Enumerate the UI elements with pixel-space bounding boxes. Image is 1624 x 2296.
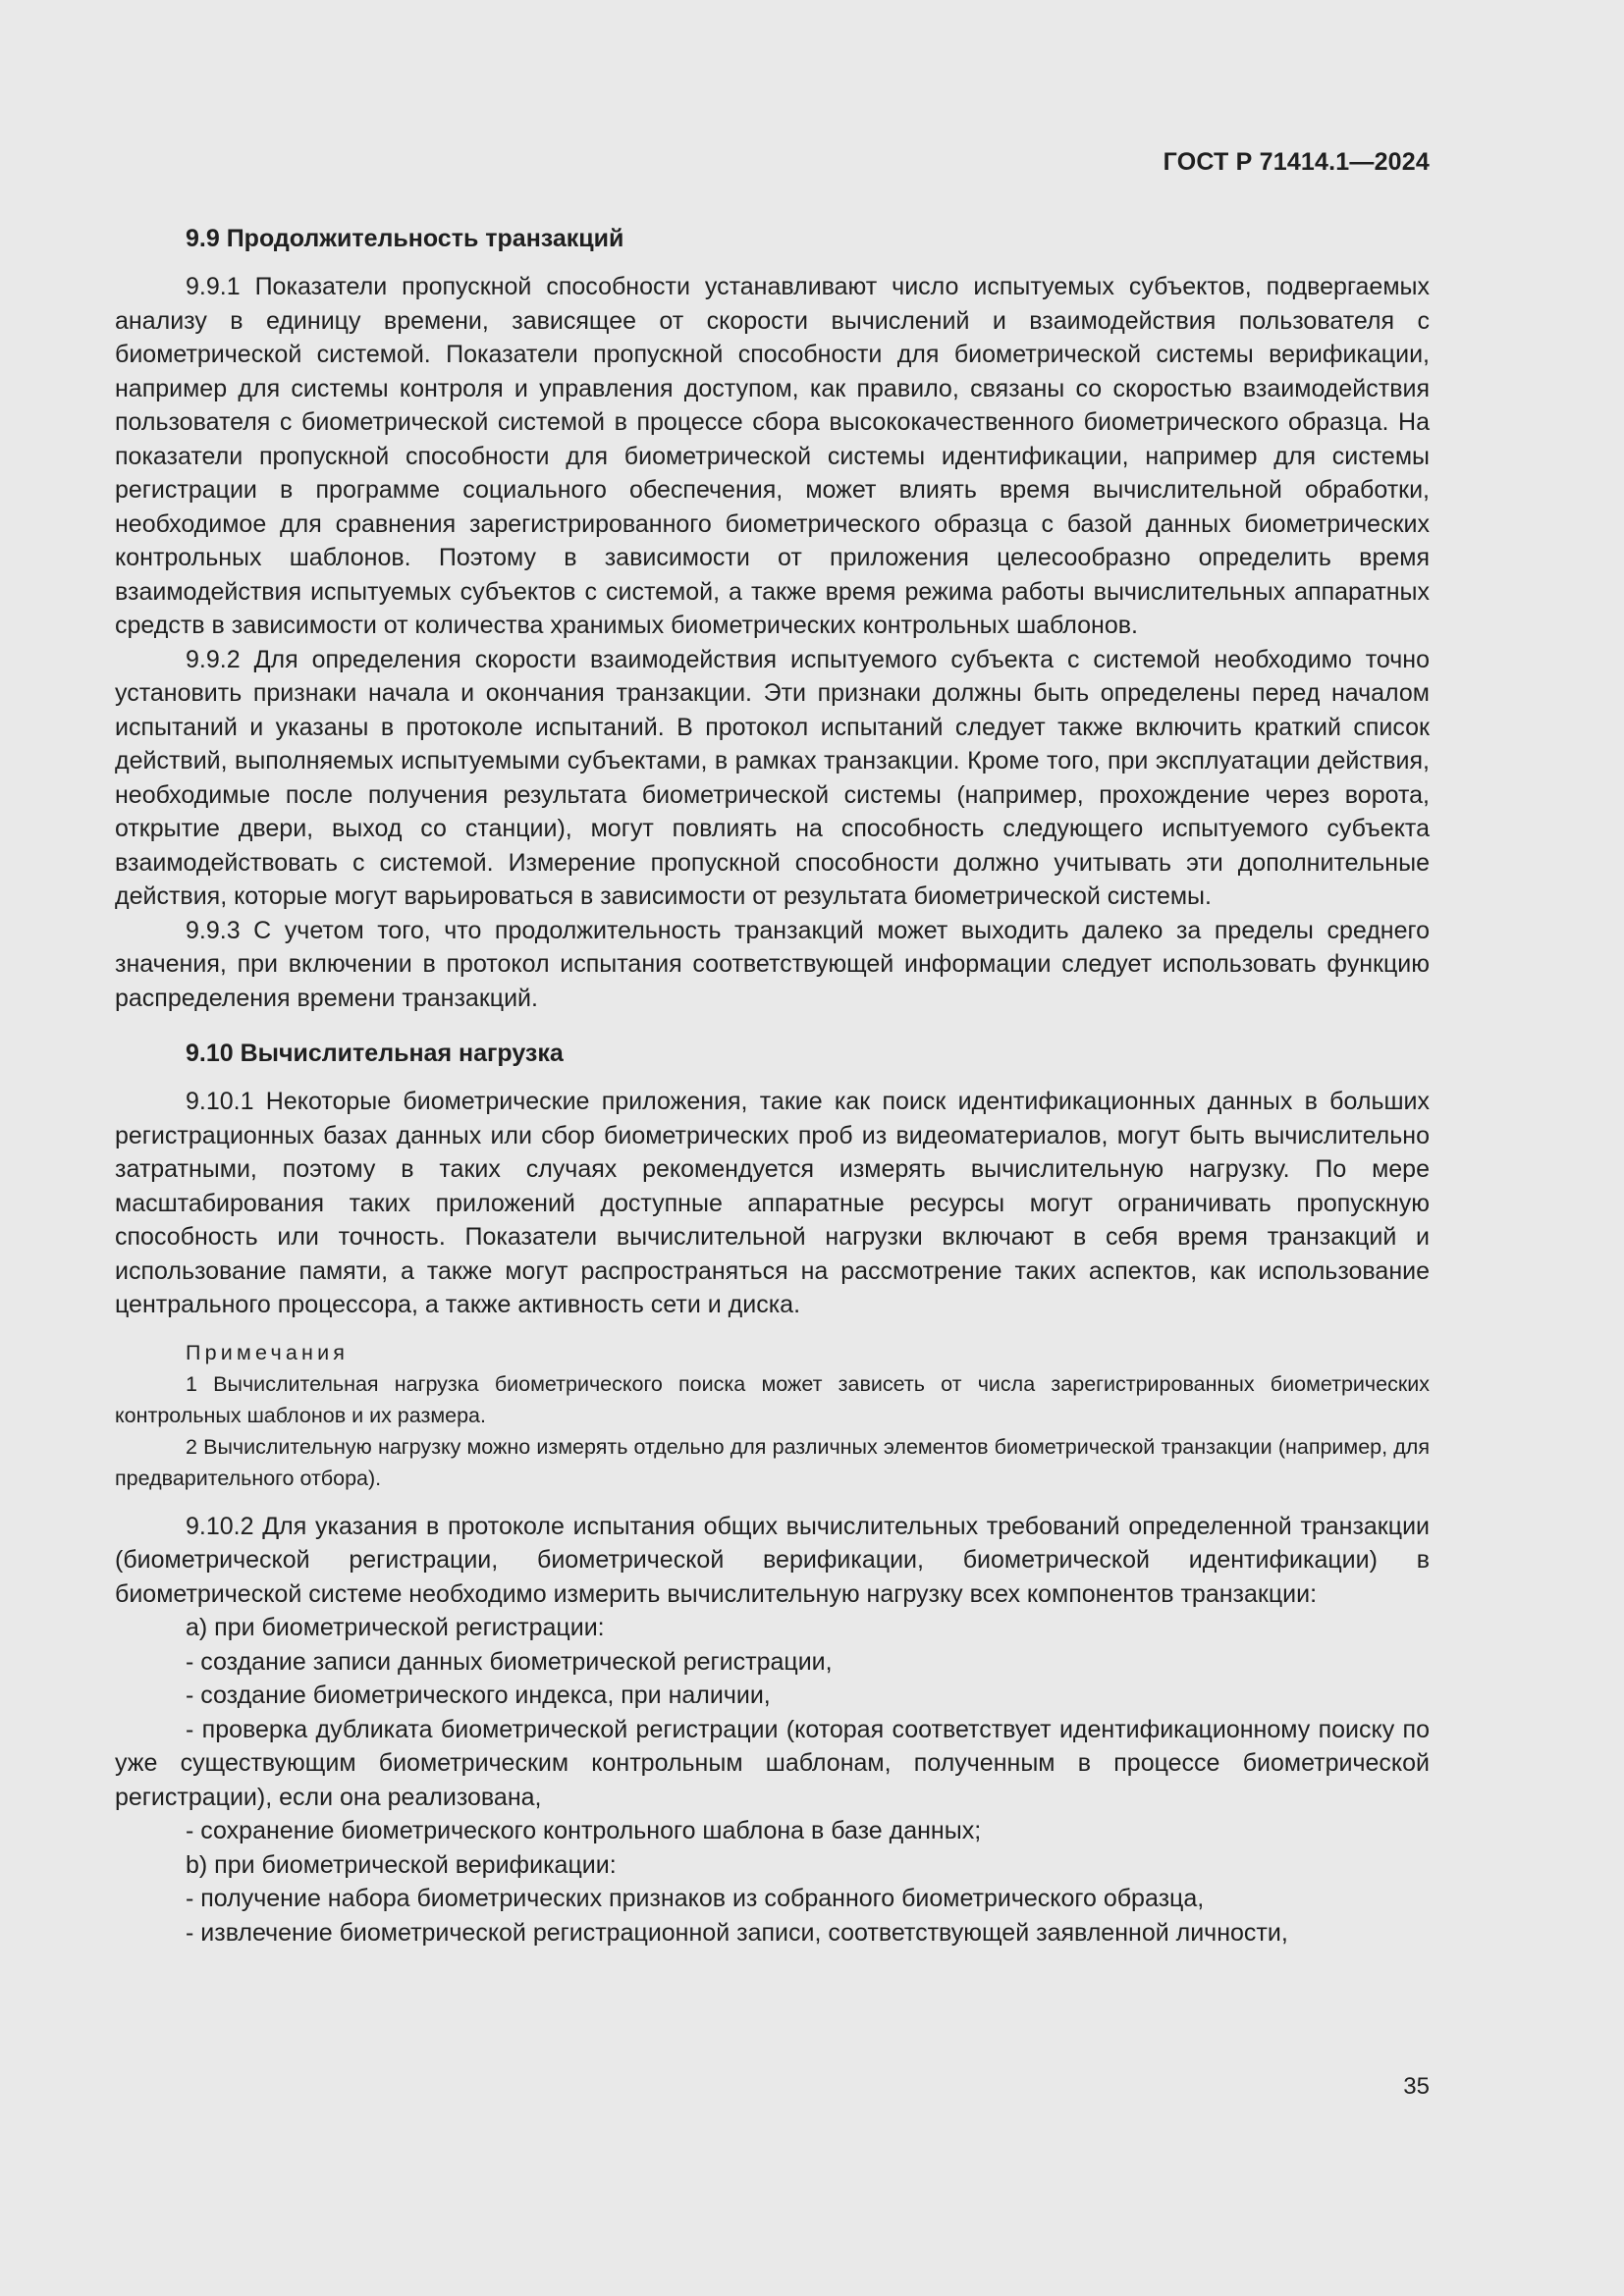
list-subitem-a3: - проверка дубликата биометрической регистрации (которая соответствует идентификационному поиску по уже существующим биометрическим контрольным шаблонам, полученным в процессе биометрической регистрации), если она реализована, — [115, 1715, 1430, 1811]
list-subitem-a1: - создание записи данных биометрической регистрации, — [186, 1647, 833, 1676]
note-1: 1 Вычислительная нагрузка биометрического поиска может зависеть от числа зарегистрированных биометрических контрольных шаблонов и их размера. — [115, 1371, 1430, 1427]
paragraph-9-10-1: 9.10.1 Некоторые биометрические приложения, такие как поиск идентификационных данных в больших регистрационных базах данных или сбор биометрических проб из видеоматериалов, могут быть вычислительно затратными, поэтому в таких случаях рекомендуется измерять вычислительную нагрузку. По мере масштабирования таких приложений доступные аппаратные ресурсы могут ограничивать пропускную способность или точность. Показатели вычислительной нагрузки включают в себя время транзакций и использование памяти, а также могут распространяться на рассмотрение таких аспектов, как использование центрального процессора, а также активность сети и диска. — [115, 1088, 1430, 1318]
paragraph-9-9-3: 9.9.3 С учетом того, что продолжительность транзакций может выходить далеко за пределы среднего значения, при включении в протокол испытания соответствующей информации следует использовать функцию распределения времени транзакций. — [115, 916, 1430, 1012]
list-subitem-a2: - создание биометрического индекса, при наличии, — [186, 1682, 771, 1709]
section-heading-9-9: 9.9 Продолжительность транзакций — [186, 225, 624, 252]
notes-title: Примечания — [186, 1340, 350, 1364]
page-content — [115, 222, 1430, 1949]
paragraph-9-9-1: 9.9.1 Показатели пропускной способности устанавливают число испытуемых субъектов, подвергаемых анализу в единицу времени, зависящее от скорости вычислений и взаимодействия пользователя с биометрической системой. Показатели пропускной способности для биометрической системы верификации, например для системы контроля и управления доступом, как правило, связаны со скоростью взаимодействия пользователя с биометрической системой в процессе сбора высококачественного биометрического образца. На показатели пропускной способности для биометрической системы идентификации, например для системы регистрации в программе социального обеспечения, может влиять время вычислительной обработки, необходимое для сравнения зарегистрированного биометрического образца с базой данных биометрических контрольных шаблонов. Поэтому в зависимости от приложения целесообразно определить время взаимодействия испытуемых субъектов с системой, а также время режима работы вычислительных аппаратных средств в зависимости от количества хранимых биометрических контрольных шаблонов. — [115, 273, 1430, 639]
page-number: 35 — [1403, 2073, 1430, 2100]
note-2: 2 Вычислительную нагрузку можно измерять отдельно для различных элементов биометрической транзакции (например, для предварительного отбора). — [115, 1434, 1430, 1490]
paragraph-9-10-2: 9.10.2 Для указания в протоколе испытания общих вычислительных требований определенной транзакции (биометрической регистрации, биометрической верификации, биометрической идентификации) в биометрической системе необходимо измерить вычислительную нагрузку всех компонентов транзакции: — [115, 1512, 1430, 1608]
document-page — [115, 0, 1430, 2296]
paragraph-9-9-2: 9.9.2 Для определения скорости взаимодействия испытуемого субъекта с системой необходимо точно установить признаки начала и окончания транзакции. Эти признаки должны быть определены перед началом испытаний и указаны в протоколе испытаний. В протокол испытаний следует также включить краткий список действий, выполняемых испытуемыми субъектами, в рамках транзакции. Кроме того, при эксплуатации действия, необходимые после получения результата биометрической системы (например, прохождение через ворота, открытие двери, выход со станции), могут повлиять на способность следующего испытуемого субъекта взаимодействовать с системой. Измерение пропускной способности должно учитывать эти дополнительные действия, которые могут варьироваться в зависимости от результата биометрической системы. — [115, 645, 1430, 910]
list-subitem-b2: - извлечение биометрической регистрационной записи, соответствующей заявленной личности, — [186, 1918, 1288, 1947]
list-item-b: b) при биометрической верификации: — [186, 1850, 617, 1879]
notes-block — [115, 1337, 1430, 1494]
list-item-a: а) при биометрической регистрации: — [186, 1614, 605, 1641]
list-subitem-b1: - получение набора биометрических признаков из собранного биометрического образца, — [186, 1885, 1205, 1912]
section-heading-9-10: 9.10 Вычислительная нагрузка — [186, 1040, 564, 1067]
document-code-header: ГОСТ Р 71414.1—2024 — [1163, 148, 1430, 176]
list-subitem-a4: - сохранение биометрического контрольного шаблона в базе данных; — [186, 1817, 982, 1844]
